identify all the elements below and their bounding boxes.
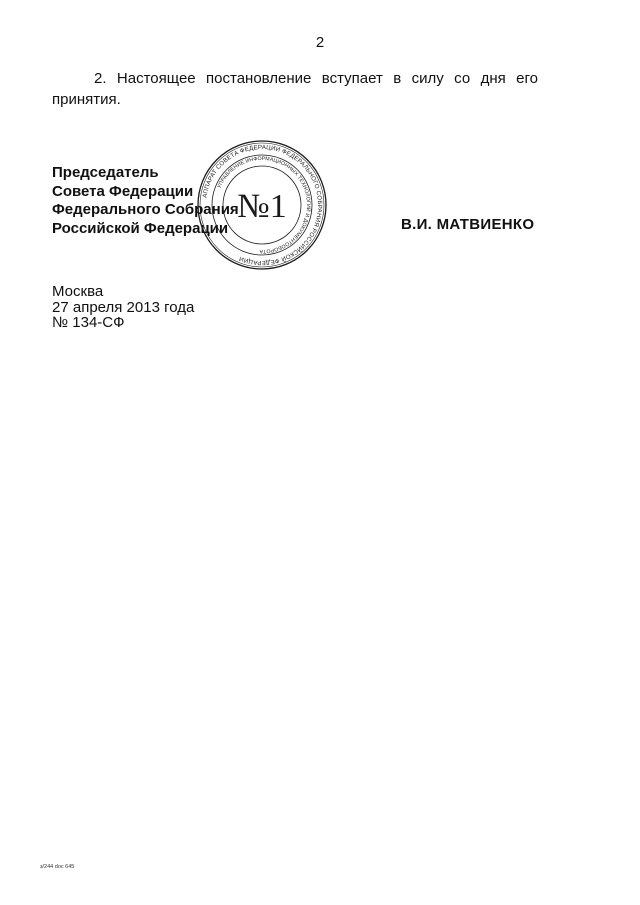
page-number: 2 <box>315 34 325 51</box>
signatory-title-line: Российской Федерации <box>52 219 229 237</box>
signatory-title-line: Федерального Собрания <box>52 201 239 218</box>
seal-ring-text: АППАРАТ СОВЕТА ФЕДЕРАЦИИ ФЕДЕРАЛЬНОГО СОБРАНИЯ РОССИЙСКОЙ ФЕДЕРАЦИИ <box>201 143 324 267</box>
seal-number: №1 <box>237 188 287 225</box>
signer-name: В.И. МАТВИЕНКО <box>401 216 535 233</box>
resolution-paragraph-line-1: 2. Настоящее постановление вступает в силу со дня его <box>94 70 538 87</box>
document-number: № 134-СФ <box>52 314 125 331</box>
resolution-paragraph-line-2: принятия. <box>52 91 121 108</box>
document-date: 27 апреля 2013 года <box>52 298 195 316</box>
place-date-block <box>52 284 194 331</box>
signatory-title-line: Председатель <box>52 164 159 181</box>
signatory-title-line: Совета Федерации <box>52 182 194 200</box>
seal-inner-ring-text: УПРАВЛЕНИЕ ИНФОРМАЦИОННЫХ ТЕХНОЛОГИЙ И ДОКУМЕНТООБОРОТА <box>216 155 312 255</box>
city: Москва <box>52 283 104 300</box>
official-seal-stamp <box>196 139 328 271</box>
footer-file-code: з/244 doc 645 <box>40 864 75 870</box>
